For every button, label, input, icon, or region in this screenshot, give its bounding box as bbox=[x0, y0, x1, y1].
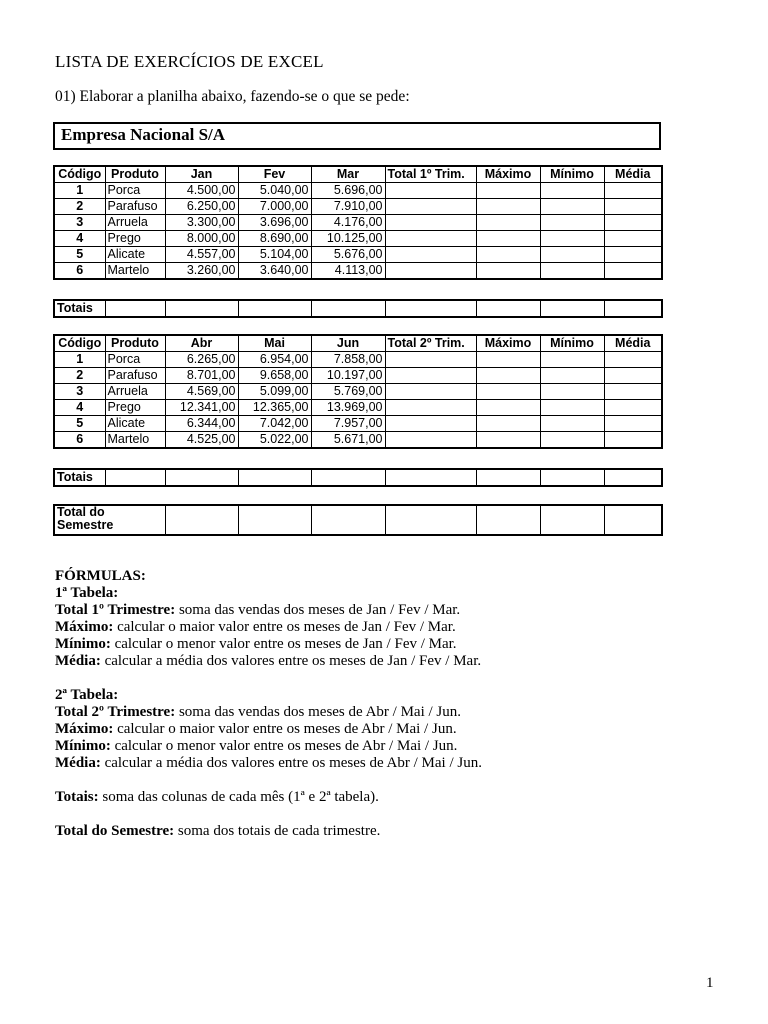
formula-text: soma dos totais de cada trimestre. bbox=[174, 823, 381, 839]
month-value: 10.197,00 bbox=[311, 368, 385, 384]
table-row bbox=[54, 183, 662, 199]
product-code: 3 bbox=[54, 384, 105, 400]
column-header: Produto bbox=[105, 335, 165, 352]
empty-cell bbox=[540, 263, 604, 280]
formula-text: soma das vendas dos meses de Abr / Mai / Jun. bbox=[175, 704, 462, 720]
empty-cell bbox=[604, 416, 662, 432]
semester-cell bbox=[476, 505, 540, 535]
product-name: Arruela bbox=[105, 384, 165, 400]
table-row bbox=[54, 263, 662, 280]
product-code: 5 bbox=[54, 247, 105, 263]
empty-cell bbox=[604, 231, 662, 247]
product-name: Prego bbox=[105, 231, 165, 247]
product-code: 6 bbox=[54, 432, 105, 449]
formula-semester bbox=[55, 823, 715, 840]
empty-cell bbox=[476, 247, 540, 263]
formula-term: Total 2º Trimestre: bbox=[55, 704, 176, 720]
product-name: Martelo bbox=[105, 432, 165, 449]
empty-cell bbox=[476, 432, 540, 449]
totals-cell bbox=[476, 300, 540, 317]
empty-cell bbox=[385, 368, 476, 384]
totals-label: Totais bbox=[54, 300, 105, 317]
column-header: Mai bbox=[238, 335, 311, 352]
table-row bbox=[54, 400, 662, 416]
month-value: 8.701,00 bbox=[165, 368, 238, 384]
empty-cell bbox=[604, 215, 662, 231]
column-header: Mínimo bbox=[540, 335, 604, 352]
formulas-heading: FÓRMULAS: bbox=[55, 568, 146, 584]
column-header: Média bbox=[604, 335, 662, 352]
empty-cell bbox=[540, 368, 604, 384]
month-value: 7.858,00 bbox=[311, 352, 385, 368]
product-name: Prego bbox=[105, 400, 165, 416]
month-value: 5.022,00 bbox=[238, 432, 311, 449]
formula-text: calcular o menor valor entre os meses de Abr / Mai / Jun. bbox=[110, 738, 458, 754]
totals-cell bbox=[238, 300, 311, 317]
column-header: Código bbox=[54, 335, 105, 352]
column-header: Mínimo bbox=[540, 166, 604, 183]
semester-total-label: Total do Semestre bbox=[54, 505, 165, 535]
formula-item bbox=[55, 721, 715, 738]
totals-cell bbox=[165, 300, 238, 317]
formula-term: Máximo: bbox=[55, 721, 114, 737]
semester-cell bbox=[238, 505, 311, 535]
empty-cell bbox=[476, 231, 540, 247]
empty-cell bbox=[540, 432, 604, 449]
totals-cell bbox=[385, 469, 476, 486]
empty-cell bbox=[540, 215, 604, 231]
empty-cell bbox=[385, 231, 476, 247]
month-value: 3.260,00 bbox=[165, 263, 238, 280]
sales-table-q1 bbox=[53, 165, 663, 280]
product-name: Porca bbox=[105, 183, 165, 199]
totals-cell bbox=[604, 469, 662, 486]
month-value: 7.042,00 bbox=[238, 416, 311, 432]
column-header: Total 1º Trim. bbox=[385, 166, 476, 183]
semester-total-table bbox=[53, 504, 663, 536]
exercise-instruction: 01) Elaborar a planilha abaixo, fazendo-se o que se pede: bbox=[55, 88, 410, 105]
empty-cell bbox=[604, 247, 662, 263]
formula-text: calcular o menor valor entre os meses de Jan / Fev / Mar. bbox=[110, 636, 457, 652]
empty-cell bbox=[385, 183, 476, 199]
month-value: 7.000,00 bbox=[238, 199, 311, 215]
column-header: Produto bbox=[105, 166, 165, 183]
month-value: 6.265,00 bbox=[165, 352, 238, 368]
totals-cell bbox=[238, 469, 311, 486]
empty-cell bbox=[604, 400, 662, 416]
totals-row bbox=[54, 300, 662, 317]
formula-item bbox=[55, 738, 715, 755]
month-value: 6.344,00 bbox=[165, 416, 238, 432]
empty-cell bbox=[604, 432, 662, 449]
column-header: Máximo bbox=[476, 335, 540, 352]
month-value: 4.500,00 bbox=[165, 183, 238, 199]
formula-text: soma das colunas de cada mês (1ª e 2ª tabela). bbox=[98, 789, 379, 805]
formula-totals bbox=[55, 789, 715, 806]
empty-cell bbox=[604, 368, 662, 384]
month-value: 10.125,00 bbox=[311, 231, 385, 247]
formula-term: Mínimo: bbox=[55, 738, 111, 754]
empty-cell bbox=[385, 432, 476, 449]
formula-term: Mínimo: bbox=[55, 636, 111, 652]
formula-item bbox=[55, 636, 715, 653]
company-name: Empresa Nacional S/A bbox=[61, 125, 226, 144]
product-name: Alicate bbox=[105, 416, 165, 432]
formula-item bbox=[55, 619, 715, 636]
formulas-section bbox=[55, 568, 715, 840]
empty-cell bbox=[476, 368, 540, 384]
formula-term: Totais: bbox=[55, 789, 99, 805]
page-number: 1 bbox=[706, 975, 714, 991]
totals-cell bbox=[165, 469, 238, 486]
formula-item bbox=[55, 704, 715, 721]
column-header: Máximo bbox=[476, 166, 540, 183]
month-value: 5.040,00 bbox=[238, 183, 311, 199]
empty-cell bbox=[604, 384, 662, 400]
table-row bbox=[54, 384, 662, 400]
formula-term: Média: bbox=[55, 755, 101, 771]
formula-text: soma das vendas dos meses de Jan / Fev / Mar. bbox=[175, 602, 461, 618]
month-value: 5.676,00 bbox=[311, 247, 385, 263]
month-value: 3.640,00 bbox=[238, 263, 311, 280]
empty-cell bbox=[540, 400, 604, 416]
document-title: LISTA DE EXERCÍCIOS DE EXCEL bbox=[55, 52, 324, 71]
column-header: Abr bbox=[165, 335, 238, 352]
formula-term: Máximo: bbox=[55, 619, 114, 635]
product-code: 3 bbox=[54, 215, 105, 231]
month-value: 8.000,00 bbox=[165, 231, 238, 247]
empty-cell bbox=[385, 215, 476, 231]
table-row bbox=[54, 368, 662, 384]
product-name: Alicate bbox=[105, 247, 165, 263]
month-value: 7.910,00 bbox=[311, 199, 385, 215]
totals-cell bbox=[105, 300, 165, 317]
month-value: 12.365,00 bbox=[238, 400, 311, 416]
product-code: 1 bbox=[54, 183, 105, 199]
column-header: Código bbox=[54, 166, 105, 183]
semester-total-row bbox=[54, 505, 662, 535]
month-value: 7.957,00 bbox=[311, 416, 385, 432]
empty-cell bbox=[540, 416, 604, 432]
empty-cell bbox=[540, 199, 604, 215]
month-value: 5.104,00 bbox=[238, 247, 311, 263]
empty-cell bbox=[604, 263, 662, 280]
formula-item bbox=[55, 755, 715, 772]
month-value: 3.300,00 bbox=[165, 215, 238, 231]
month-value: 5.769,00 bbox=[311, 384, 385, 400]
column-header: Fev bbox=[238, 166, 311, 183]
empty-cell bbox=[385, 352, 476, 368]
company-header-box bbox=[53, 122, 661, 150]
formula-text: calcular o maior valor entre os meses de Abr / Mai / Jun. bbox=[113, 721, 457, 737]
semester-cell bbox=[165, 505, 238, 535]
totals-cell bbox=[385, 300, 476, 317]
product-name: Arruela bbox=[105, 215, 165, 231]
sales-table-q2 bbox=[53, 334, 663, 449]
table-row bbox=[54, 215, 662, 231]
formula-term: Média: bbox=[55, 653, 101, 669]
month-value: 4.113,00 bbox=[311, 263, 385, 280]
totals-cell bbox=[540, 469, 604, 486]
totals-label: Totais bbox=[54, 469, 105, 486]
table1-heading: 1ª Tabela: bbox=[55, 585, 119, 601]
totals-cell bbox=[540, 300, 604, 317]
empty-cell bbox=[385, 384, 476, 400]
empty-cell bbox=[385, 199, 476, 215]
product-name: Porca bbox=[105, 352, 165, 368]
empty-cell bbox=[540, 183, 604, 199]
month-value: 9.658,00 bbox=[238, 368, 311, 384]
product-code: 2 bbox=[54, 199, 105, 215]
month-value: 5.696,00 bbox=[311, 183, 385, 199]
totals-table-q2 bbox=[53, 468, 663, 487]
column-header: Média bbox=[604, 166, 662, 183]
column-header: Mar bbox=[311, 166, 385, 183]
totals-table-q1 bbox=[53, 299, 663, 318]
month-value: 6.954,00 bbox=[238, 352, 311, 368]
month-value: 3.696,00 bbox=[238, 215, 311, 231]
empty-cell bbox=[476, 263, 540, 280]
totals-cell bbox=[311, 469, 385, 486]
formula-text: calcular a média dos valores entre os meses de Jan / Fev / Mar. bbox=[100, 653, 482, 669]
month-value: 4.569,00 bbox=[165, 384, 238, 400]
empty-cell bbox=[476, 215, 540, 231]
table2-heading: 2ª Tabela: bbox=[55, 687, 119, 703]
semester-cell bbox=[540, 505, 604, 535]
column-header: Jun bbox=[311, 335, 385, 352]
month-value: 4.525,00 bbox=[165, 432, 238, 449]
empty-cell bbox=[476, 199, 540, 215]
empty-cell bbox=[604, 199, 662, 215]
semester-cell bbox=[311, 505, 385, 535]
table-row bbox=[54, 247, 662, 263]
empty-cell bbox=[540, 247, 604, 263]
header-row bbox=[54, 166, 662, 183]
product-name: Martelo bbox=[105, 263, 165, 280]
month-value: 5.099,00 bbox=[238, 384, 311, 400]
product-code: 6 bbox=[54, 263, 105, 280]
product-code: 2 bbox=[54, 368, 105, 384]
formula-text: calcular a média dos valores entre os meses de Abr / Mai / Jun. bbox=[100, 755, 482, 771]
empty-cell bbox=[476, 384, 540, 400]
empty-cell bbox=[604, 352, 662, 368]
table-row bbox=[54, 432, 662, 449]
empty-cell bbox=[476, 352, 540, 368]
table-row bbox=[54, 416, 662, 432]
empty-cell bbox=[385, 400, 476, 416]
empty-cell bbox=[540, 352, 604, 368]
empty-cell bbox=[476, 416, 540, 432]
formula-item bbox=[55, 602, 715, 619]
empty-cell bbox=[476, 183, 540, 199]
product-code: 5 bbox=[54, 416, 105, 432]
totals-cell bbox=[604, 300, 662, 317]
month-value: 13.969,00 bbox=[311, 400, 385, 416]
column-header: Jan bbox=[165, 166, 238, 183]
month-value: 5.671,00 bbox=[311, 432, 385, 449]
formula-item bbox=[55, 653, 715, 670]
semester-cell bbox=[385, 505, 476, 535]
table-row bbox=[54, 352, 662, 368]
totals-cell bbox=[476, 469, 540, 486]
table-row bbox=[54, 231, 662, 247]
product-code: 4 bbox=[54, 400, 105, 416]
header-row bbox=[54, 335, 662, 352]
empty-cell bbox=[540, 231, 604, 247]
empty-cell bbox=[385, 416, 476, 432]
empty-cell bbox=[476, 400, 540, 416]
column-header: Total 2º Trim. bbox=[385, 335, 476, 352]
empty-cell bbox=[385, 263, 476, 280]
month-value: 4.176,00 bbox=[311, 215, 385, 231]
table-row bbox=[54, 199, 662, 215]
month-value: 8.690,00 bbox=[238, 231, 311, 247]
month-value: 6.250,00 bbox=[165, 199, 238, 215]
formula-term: Total 1º Trimestre: bbox=[55, 602, 176, 618]
semester-cell bbox=[604, 505, 662, 535]
formula-text: calcular o maior valor entre os meses de Jan / Fev / Mar. bbox=[113, 619, 456, 635]
product-name: Parafuso bbox=[105, 368, 165, 384]
totals-cell bbox=[311, 300, 385, 317]
formula-term: Total do Semestre: bbox=[55, 823, 175, 839]
totals-cell bbox=[105, 469, 165, 486]
month-value: 4.557,00 bbox=[165, 247, 238, 263]
empty-cell bbox=[385, 247, 476, 263]
totals-row bbox=[54, 469, 662, 486]
empty-cell bbox=[604, 183, 662, 199]
product-code: 1 bbox=[54, 352, 105, 368]
product-code: 4 bbox=[54, 231, 105, 247]
product-name: Parafuso bbox=[105, 199, 165, 215]
month-value: 12.341,00 bbox=[165, 400, 238, 416]
empty-cell bbox=[540, 384, 604, 400]
